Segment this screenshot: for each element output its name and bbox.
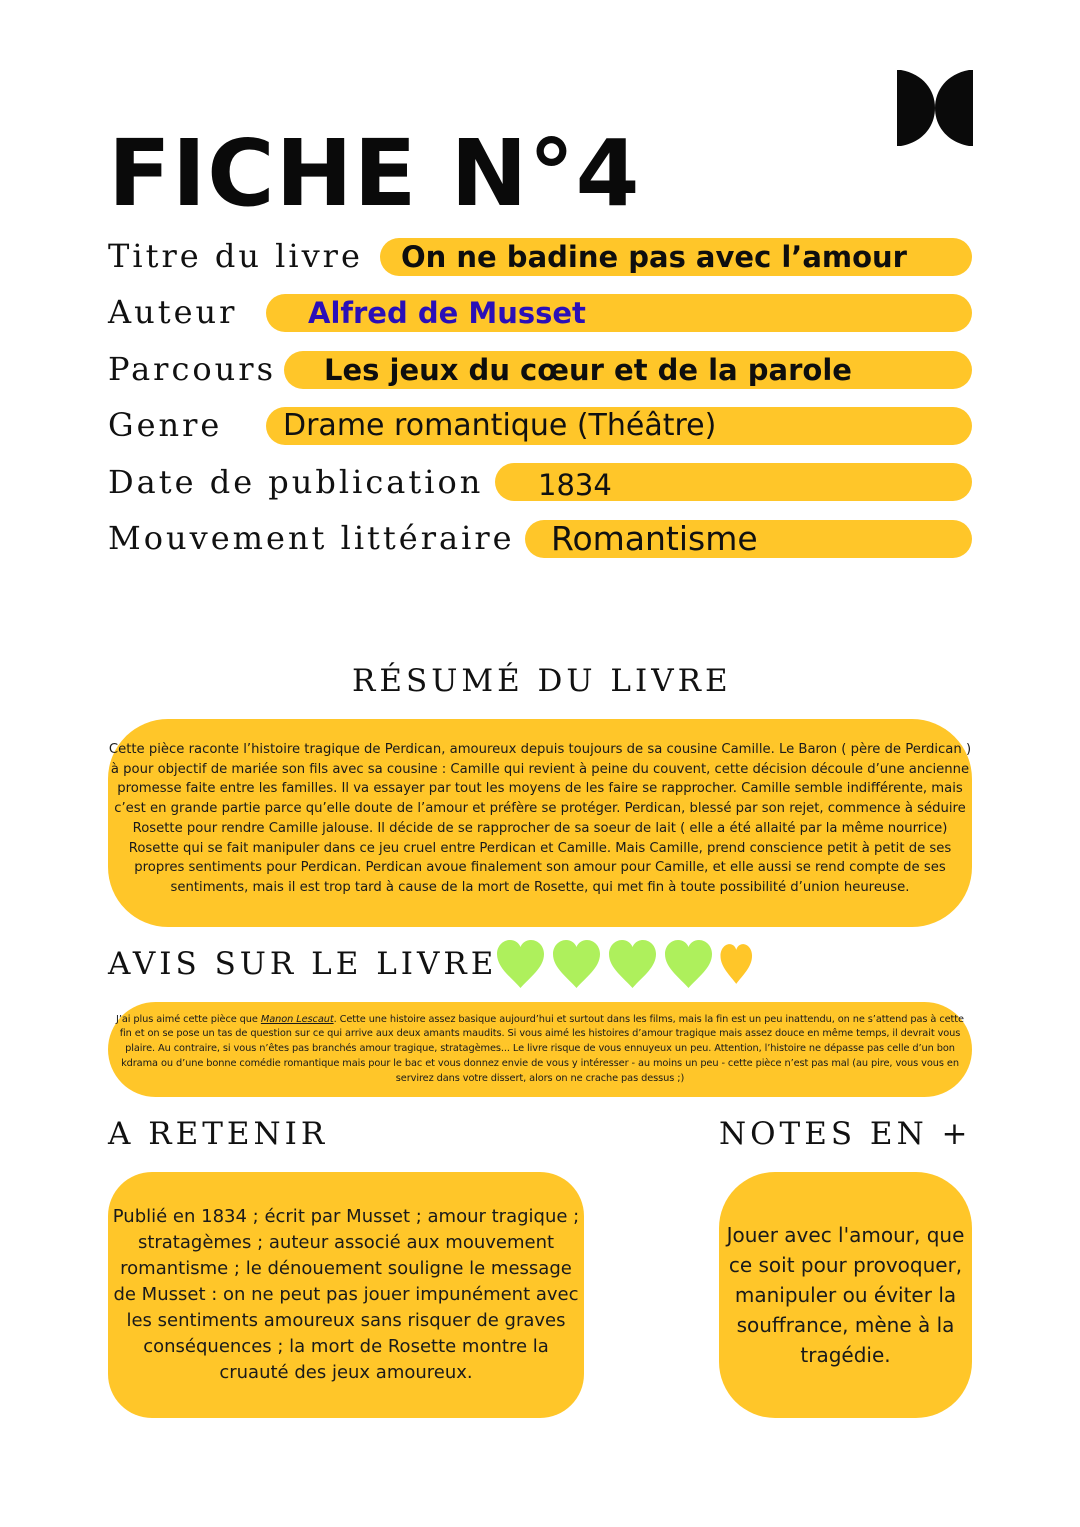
field-value-movement: Romantisme bbox=[551, 520, 758, 558]
field-value-title: On ne badine pas avec l’amour bbox=[401, 240, 907, 274]
review-text-after: . Cette une histoire assez basique aujourd’hui et surtout dans les films, mais la fin est un peu inattendu, on ne s’attend pas à cette fin et on se pose un tas de question sur ce qui arrive aux deux amants maudits. Si vous aimé les histoires d’amour tragique mais assez douce en même temps, il devrait vous plaire. Au contraire, si vous n’êtes pas branchés amour tragique, stratagèmes... Le livre risque de vous ennuyeux un peu. Attention, l’histoire ne dépasse pas celle d’un bon kdrama ou d’une bonne comédie romantique mais pour le bac et vous donnez envie de vous y intéresser - au moins un peu - cette pièce n’est pas mal (au pire, vous vous en servirez dans votre dissert, alors on ne crache pas dessus ;) bbox=[119, 1013, 964, 1084]
notes-card bbox=[719, 1172, 972, 1418]
review-text-before: J’ai plus aimé cette pièce que bbox=[116, 1013, 261, 1025]
retain-text: Publié en 1834 ; écrit par Musset ; amour tragique ; stratagèmes ; auteur associé aux mouvement romantisme ; le dénouement souligne le message de Musset : on ne peut pas jouer impunément avec les sentiments amoureux sans risquer de graves conséquences ; la mort de Rosette montre la cruauté des jeux amoureux. bbox=[112, 1206, 580, 1383]
retain-heading: A RETENIR bbox=[108, 1116, 329, 1152]
heart-icon bbox=[550, 938, 603, 990]
field-label-author: Auteur bbox=[108, 293, 238, 331]
page-title: FICHE N°4 bbox=[108, 120, 641, 227]
notes-heading: NOTES EN + bbox=[719, 1116, 972, 1152]
book-open-icon bbox=[897, 70, 973, 146]
heart-half-icon bbox=[718, 938, 762, 990]
field-label-parcours: Parcours bbox=[108, 350, 276, 388]
field-label-date: Date de publication bbox=[108, 463, 484, 501]
summary-card bbox=[108, 719, 972, 927]
rating-hearts bbox=[494, 938, 762, 990]
review-text bbox=[110, 1013, 970, 1087]
field-label-genre: Genre bbox=[108, 406, 223, 444]
field-label-movement: Mouvement littéraire bbox=[108, 519, 515, 557]
field-label-title: Titre du livre bbox=[108, 237, 363, 275]
heart-icon bbox=[494, 938, 547, 990]
field-pill-title bbox=[380, 238, 972, 276]
field-pill-movement bbox=[525, 520, 972, 558]
heart-icon bbox=[662, 938, 715, 990]
notes-text: Jouer avec l'amour, que ce soit pour provoquer, manipuler ou éviter la souffrance, mène à la tragédie. bbox=[726, 1223, 965, 1367]
summary-text: Cette pièce raconte l’histoire tragique de Perdican, amoureux depuis toujours de sa cousine Camille. Le Baron ( père de Perdican ) à pour objectif de mariée son fils avec sa cousine : Camille qui revient à peine du couvent, cette décision découle d’une ancienne promesse faite entre les familles. Il va essayer par tout les moyens de les faire se rapprocher. Camille semble indifférente, mais c’est en grande partie parce qu’elle doute de l’amour et préfère se protéger. Perdican, blessé par son rejet, commence à séduire Rosette pour rendre Camille jalouse. Il décide de se rapprocher de sa soeur de lait ( elle a été allaité par la même nourrice) Rosette qui se fait manipuler dans ce jeu cruel entre Perdican et Camille. Mais Camille, prend conscience petit à petit de ses propres sentiments pour Perdican. Perdican avoue finalement son amour pour Camille, et elle aussi se rend compte de ses sentiments, mais il est trop tard à cause de la mort de Rosette, qui met fin à toute possibilité d’union heureuse. bbox=[108, 742, 972, 895]
heart-icon bbox=[606, 938, 659, 990]
review-cited-work: Manon Lescaut bbox=[260, 1013, 334, 1025]
summary-heading: RÉSUMÉ DU LIVRE bbox=[352, 663, 732, 699]
field-value-author: Alfred de Musset bbox=[308, 296, 586, 330]
field-value-genre: Drame romantique (Théâtre) bbox=[283, 408, 717, 443]
field-pill-parcours bbox=[284, 351, 972, 389]
field-pill-genre bbox=[266, 407, 972, 445]
field-pill-date bbox=[495, 463, 972, 501]
field-pill-author bbox=[266, 294, 972, 332]
field-value-date: 1834 bbox=[538, 468, 612, 501]
review-card bbox=[108, 1002, 972, 1097]
review-heading: AVIS SUR LE LIVRE bbox=[108, 946, 498, 982]
field-value-parcours: Les jeux du cœur et de la parole bbox=[324, 353, 852, 387]
retain-card bbox=[108, 1172, 584, 1418]
